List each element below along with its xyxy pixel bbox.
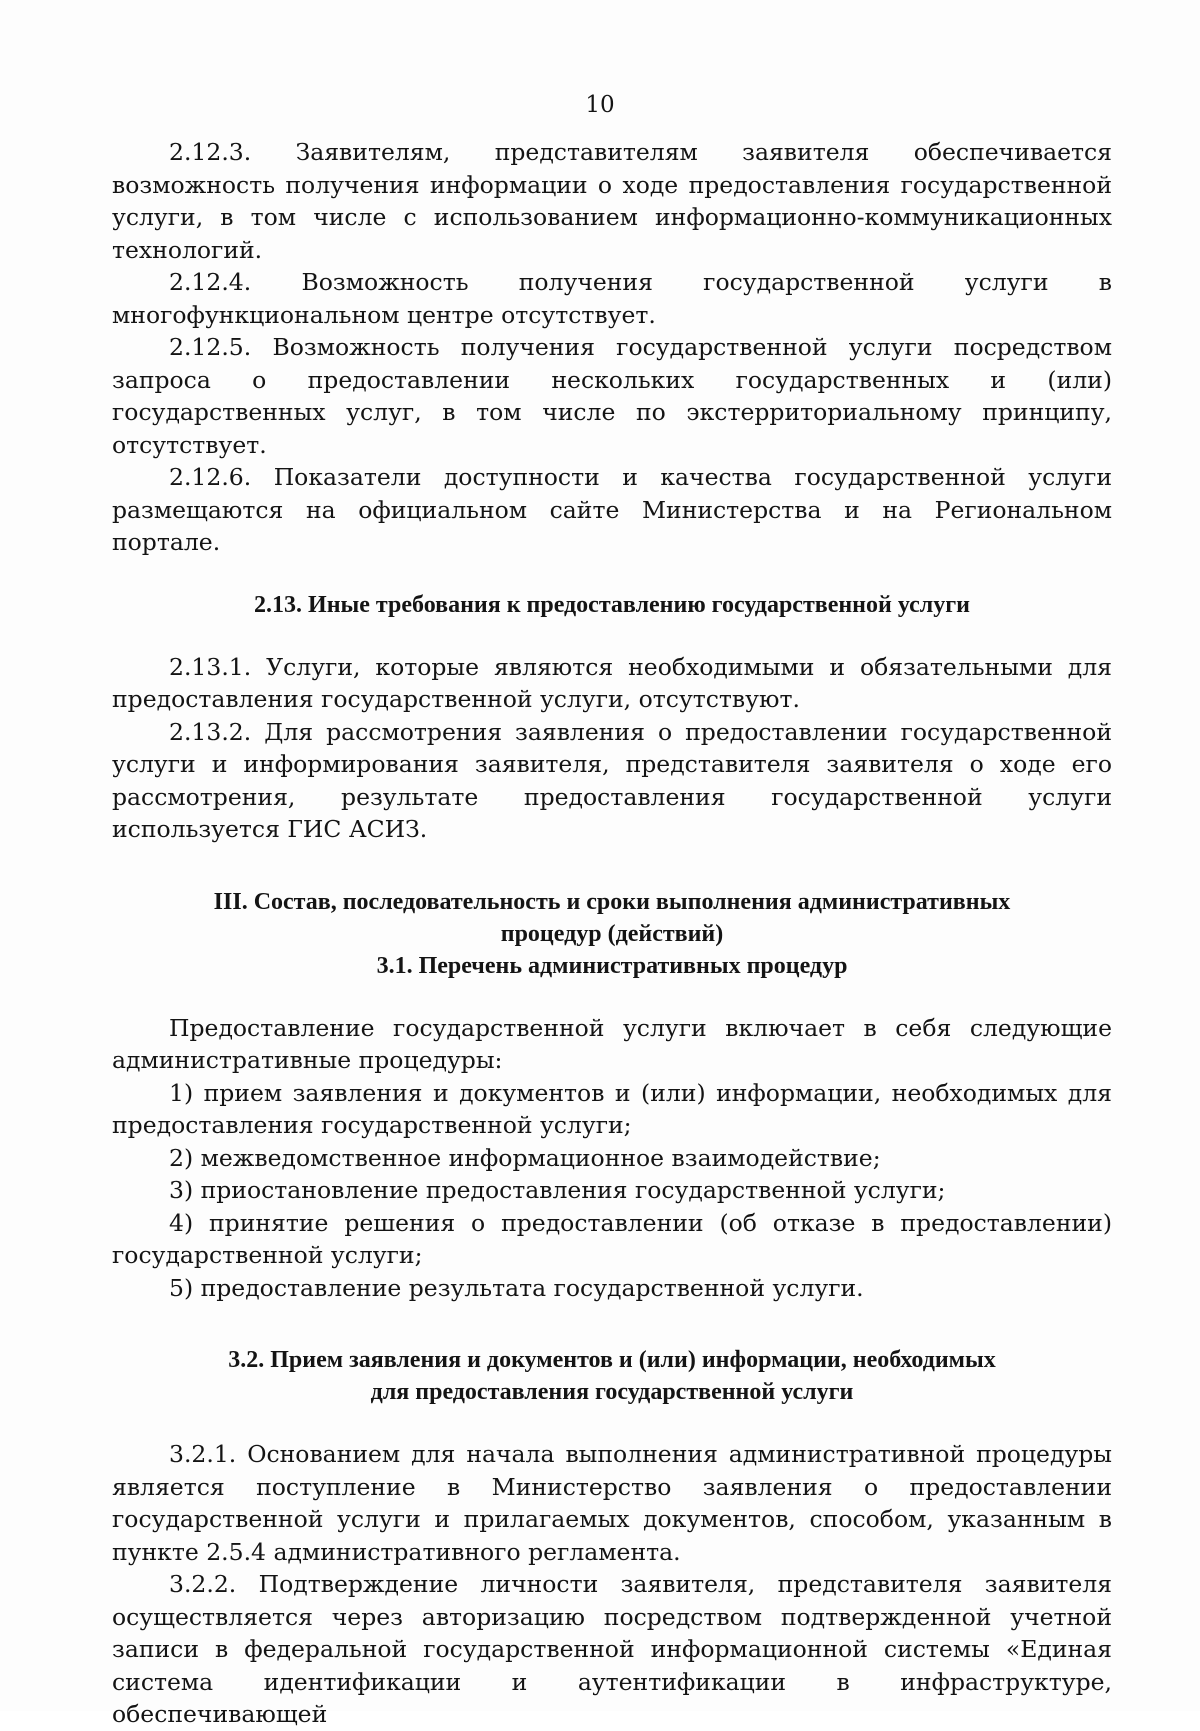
page-number: 10 xyxy=(585,92,615,118)
section-3-title-line-2: процедур (действий) xyxy=(500,920,724,947)
paragraph-3-2-1: 3.2.1. Основанием для начала выполнения административной процедуры является поступление в Министерство заявления о предоставлении государственной услуги и прилагаемых документов, способом, указанным в пункте 2.5.4 административного регламента. xyxy=(112,1440,1112,1566)
spacer xyxy=(112,982,1112,1012)
spacer xyxy=(112,621,1112,651)
paragraph-2-12-4: 2.12.4. Возможность получения государственной услуги в многофункциональном центре отсутствует. xyxy=(112,268,1112,329)
procedure-item-3: 3) приостановление предоставления государственной услуги; xyxy=(169,1176,946,1204)
heading-2-13: 2.13. Иные требования к предоставлению государственной услуги xyxy=(254,591,970,618)
spacer xyxy=(112,1304,1112,1344)
section-3-2-heading xyxy=(112,1344,1112,1408)
heading-3-2-line-2: для предоставления государственной услуги xyxy=(370,1379,854,1405)
spacer xyxy=(112,1408,1112,1438)
paragraph-2-13-1: 2.13.1. Услуги, которые являются необходимыми и обязательными для предоставления государственной услуги, отсутствуют. xyxy=(112,652,1112,713)
paragraph-2-12-5: 2.12.5. Возможность получения государственной услуги посредством запроса о предоставлении нескольких государственных и (или) государственных услуг, в том числе по экстерриториальному принципу, отсутствует. xyxy=(112,333,1112,459)
procedures-list xyxy=(112,1077,1112,1305)
paragraph-3-2-2: 3.2.2. Подтверждение личности заявителя, представителя заявителя осуществляется через авторизацию посредством подтвержденной учетной записи в федеральной государственной информационной системы «Единая система идентификации и аутентификации в инфраструктуре, обеспечивающей xyxy=(112,1570,1112,1728)
paragraph-2-13-2: 2.13.2. Для рассмотрения заявления о предоставлении государственной услуги и информирования заявителя, представителя заявителя о ходе его рассмотрения, результате предоставления государственной услуги используется ГИС АСИЗ. xyxy=(112,717,1112,843)
procedure-item-4: 4) принятие решения о предоставлении (об отказе в предоставлении) государственной услуги; xyxy=(112,1208,1112,1269)
procedures-intro: Предоставление государственной услуги включает в себя следующие административные процедуры: xyxy=(112,1013,1112,1074)
section-3-title-line-1: III. Состав, последовательность и сроки выполнения административных xyxy=(213,888,1011,915)
heading-3-2-line-1: 3.2. Прием заявления и документов и (или) информации, необходимых xyxy=(228,1347,996,1373)
heading-3-1: 3.1. Перечень административных процедур xyxy=(376,952,848,979)
spacer xyxy=(112,559,1112,589)
paragraph-2-12-6: 2.12.6. Показатели доступности и качества государственной услуги размещаются на официальном сайте Министерства и на Региональном портале. xyxy=(112,463,1112,556)
spacer xyxy=(112,846,1112,886)
procedure-item-5: 5) предоставление результата государственной услуги. xyxy=(169,1273,864,1302)
section-3-heading xyxy=(112,886,1112,982)
paragraph-2-12-3: 2.12.3. Заявителям, представителям заявителя обеспечивается возможность получения информации о ходе предоставления государственной услуги, в том числе с использованием информационно-коммуникационных технологий. xyxy=(112,138,1112,264)
document-body xyxy=(112,136,1112,1731)
procedure-item-1: 1) прием заявления и документов и (или) информации, необходимых для предоставления государственной услуги; xyxy=(112,1078,1112,1139)
procedure-item-2: 2) межведомственное информационное взаимодействие; xyxy=(169,1143,881,1172)
